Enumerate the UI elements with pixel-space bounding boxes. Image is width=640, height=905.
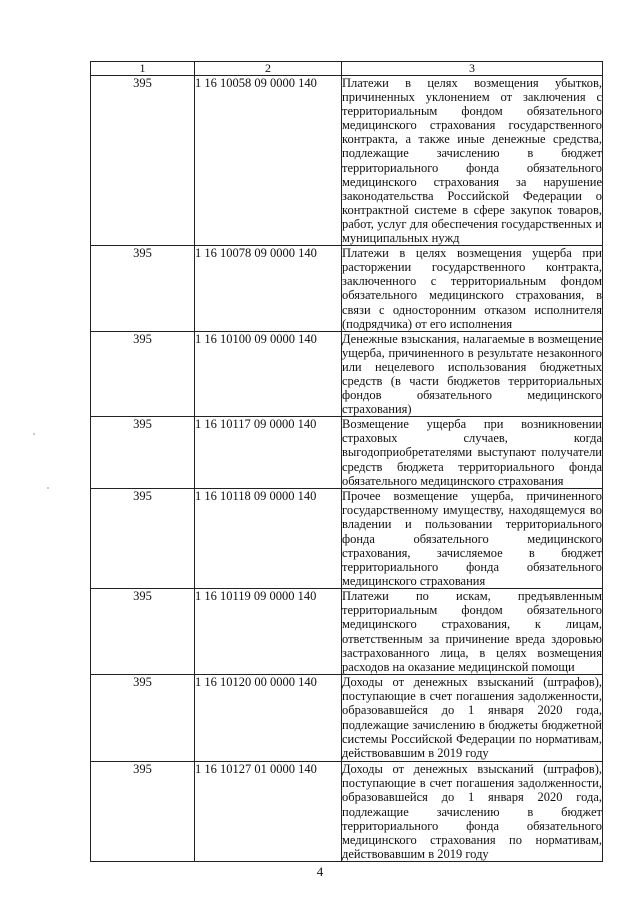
column-number-2: 2	[195, 62, 342, 76]
table-row	[91, 589, 603, 675]
admin-code-cell: 395	[91, 76, 195, 246]
description-cell: Доходы от денежных взысканий (штрафов), поступающие в счет погашения задолженности, образовавшейся до 1 января 2020 года, подлежащие зачислению в бюджеты бюджетной системы Российской Федерации по нормативам, действовавшим в 2019 году	[342, 675, 603, 762]
table-row	[91, 331, 603, 417]
kbk-code-cell: 1 16 10119 09 0000 140	[195, 589, 342, 675]
table-row	[91, 417, 603, 489]
admin-code-cell: 395	[91, 331, 195, 417]
kbk-code-cell: 1 16 10078 09 0000 140	[195, 246, 342, 332]
description-cell: Доходы от денежных взысканий (штрафов), поступающие в счет погашения задолженности, образовавшейся до 1 января 2020 года, подлежащие зачислению в бюджет территориального фонда обязательного медицинского страхования по нормативам, действовавшим в 2019 году	[342, 762, 602, 861]
table-row	[91, 489, 603, 589]
admin-code-cell: 395	[91, 246, 195, 332]
description-cell: Возмещение ущерба при возникновении страховых случаев, когда выгодоприобретателями выступают получатели средств бюджета территориального фонда обязательного медицинского страхования	[342, 417, 602, 488]
description-cell: Прочее возмещение ущерба, причиненного государственному имуществу, находящемуся во владении и пользовании территориального фонда обязательного медицинского страхования, зачисляемое в бюджет территориального фонда обязательного медицинского страхования	[342, 489, 602, 588]
column-number-1: 1	[91, 62, 195, 76]
admin-code-cell: 395	[91, 417, 195, 489]
table-row	[91, 76, 603, 246]
scan-speck	[33, 433, 35, 435]
kbk-code-cell: 1 16 10118 09 0000 140	[195, 489, 342, 589]
kbk-code-cell: 1 16 10058 09 0000 140	[195, 76, 342, 246]
kbk-code-cell: 1 16 10120 00 0000 140	[195, 675, 342, 762]
table-row	[91, 762, 603, 862]
table-row	[91, 246, 603, 332]
description-cell: Денежные взыскания, налагаемые в возмещение ущерба, причиненного в результате незаконного или нецелевого использования бюджетных средств (в части бюджетов территориальных фондов обязательного медицинского страхования)	[342, 331, 602, 417]
table-row	[91, 675, 603, 762]
table-header-row	[91, 62, 603, 76]
kbk-code-cell: 1 16 10100 09 0000 140	[195, 331, 342, 417]
description-cell: Платежи по искам, предъявленным территориальным фондом обязательного медицинского страхования, к лицам, ответственным за причинение вреда здоровью застрахованного лица, в целях возмещения расходов на оказание медицинской помощи	[342, 589, 602, 674]
kbk-code-cell: 1 16 10117 09 0000 140	[195, 417, 342, 489]
kbk-code-cell: 1 16 10127 01 0000 140	[195, 762, 342, 862]
admin-code-cell: 395	[91, 675, 195, 762]
page-number: 4	[316, 864, 324, 879]
description-cell: Платежи в целях возмещения убытков, причиненных уклонением от заключения с территориальным фондом обязательного медицинского страхования государственного контракта, а также иные денежные средства, подлежащие зачислению в бюджет территориального фонда обязательного медицинского страхования за нарушение законодательства Российской Федерации о контрактной системе в сфере закупок товаров, работ, услуг для обеспечения государственных и муниципальных нужд	[342, 76, 602, 246]
admin-code-cell: 395	[91, 489, 195, 589]
admin-code-cell: 395	[91, 762, 195, 862]
admin-code-cell: 395	[91, 589, 195, 675]
revenue-codes-table	[90, 61, 603, 862]
column-number-3: 3	[342, 62, 603, 76]
description-cell: Платежи в целях возмещения ущерба при расторжении государственного контракта, заключенного с территориальным фондом обязательного медицинского страхования, в связи с односторонним отказом исполнителя (подрядчика) от его исполнения	[342, 246, 602, 331]
scan-speck	[47, 487, 49, 489]
